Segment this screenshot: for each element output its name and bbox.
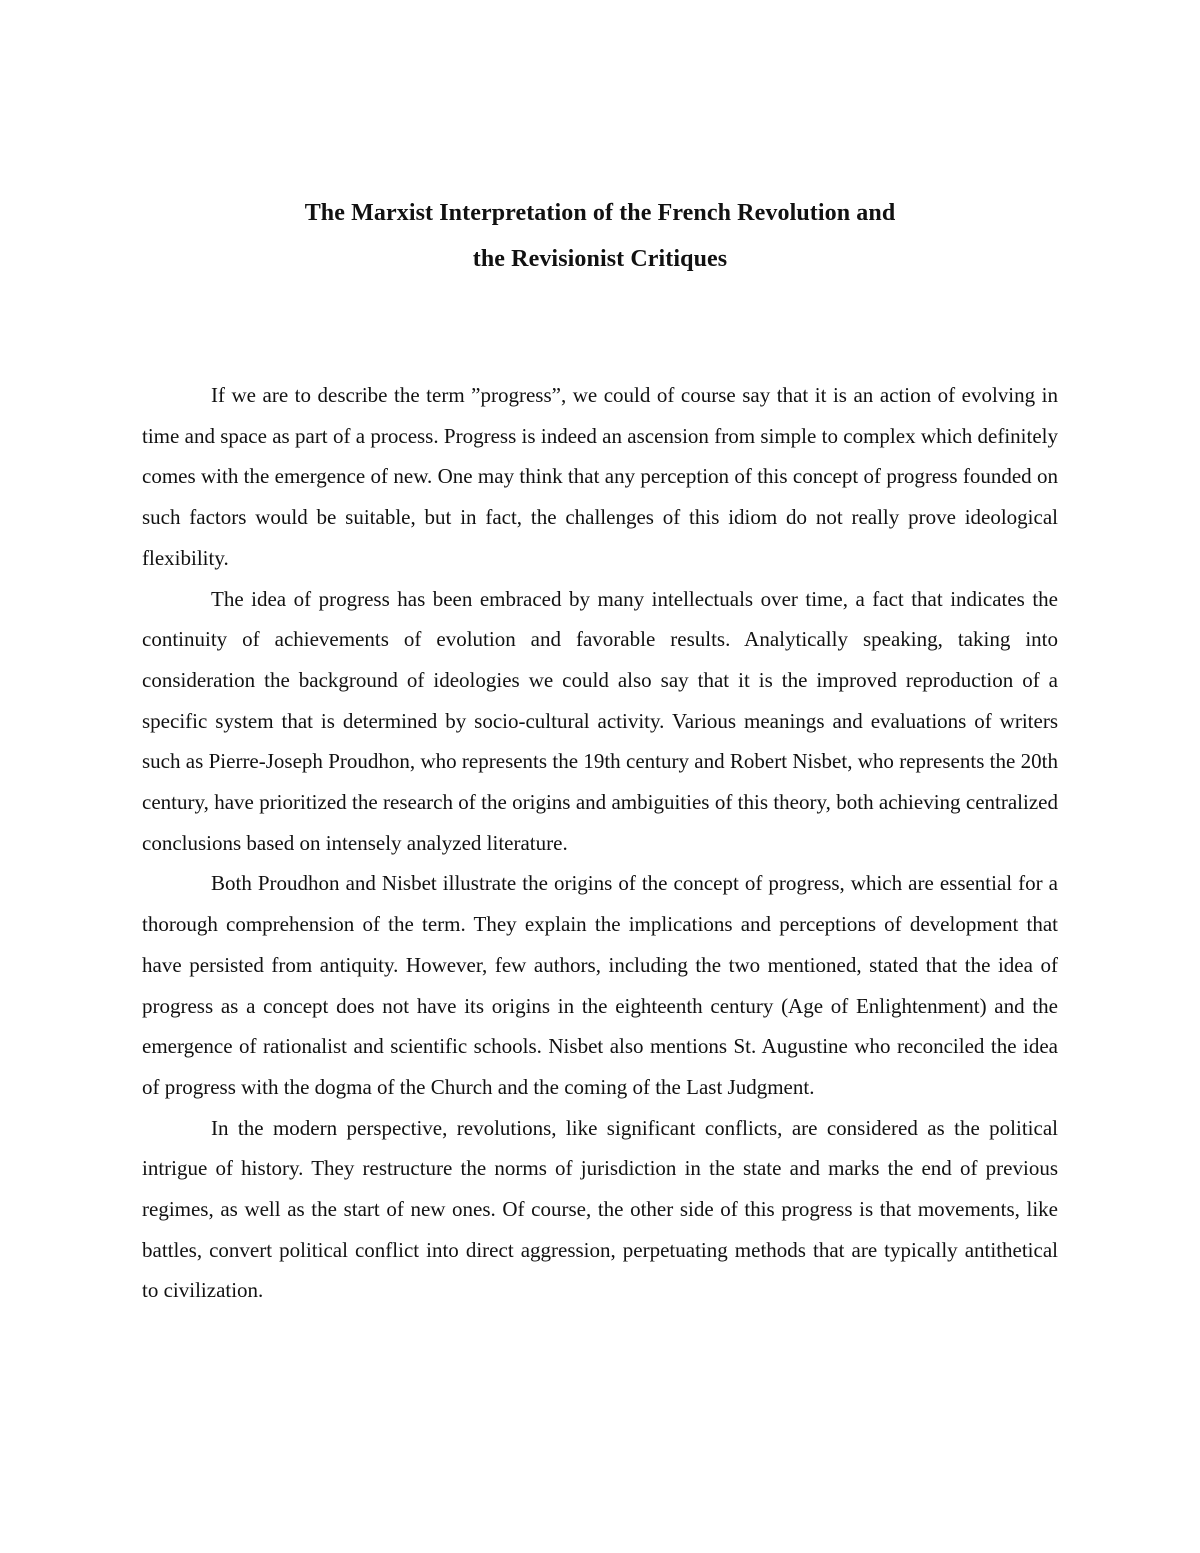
title-line-2: the Revisionist Critiques [472, 246, 728, 272]
title-line-1: The Marxist Interpretation of the French Revolution and [304, 200, 896, 226]
document-body [142, 375, 1058, 1311]
paragraph-3: Both Proudhon and Nisbet illustrate the origins of the concept of progress, which are essential for a thorough comprehension of the term. They explain the implications and perceptions of development that have persisted from antiquity. However, few authors, including the two mentioned, stated that the idea of progress as a concept does not have its origins in the eighteenth century (Age of Enlightenment) and the emergence of rationalist and scientific schools. Nisbet also mentions St. Augustine who reconciled the idea of progress with the dogma of the Church and the coming of the Last Judgment. [142, 871, 1058, 1099]
document-title [0, 190, 1200, 282]
paragraph-1: If we are to describe the term ”progress”, we could of course say that it is an action of evolving in time and space as part of a process. Progress is indeed an ascension from simple to complex which definitely comes with the emergence of new. One may think that any perception of this concept of progress founded on such factors would be suitable, but in fact, the challenges of this idiom do not really prove ideological flexibility. [142, 383, 1058, 570]
paragraph-4: In the modern perspective, revolutions, like significant conflicts, are considered as the political intrigue of history. They restructure the norms of jurisdiction in the state and marks the end of previous regimes, as well as the start of new ones. Of course, the other side of this progress is that movements, like battles, convert political conflict into direct aggression, perpetuating methods that are typically antithetical to civilization. [142, 1115, 1058, 1303]
paragraph-2: The idea of progress has been embraced by many intellectuals over time, a fact that indicates the continuity of achievements of evolution and favorable results. Analytically speaking, taking into consideration the background of ideologies we could also say that it is the improved reproduction of a specific system that is determined by socio-cultural activity. Various meanings and evaluations of writers such as Pierre-Joseph Proudhon, who represents the 19th century and Robert Nisbet, who represents the 20th century, have prioritized the research of the origins and ambiguities of this theory, both achieving centralized conclusions based on intensely analyzed literature. [142, 586, 1058, 855]
